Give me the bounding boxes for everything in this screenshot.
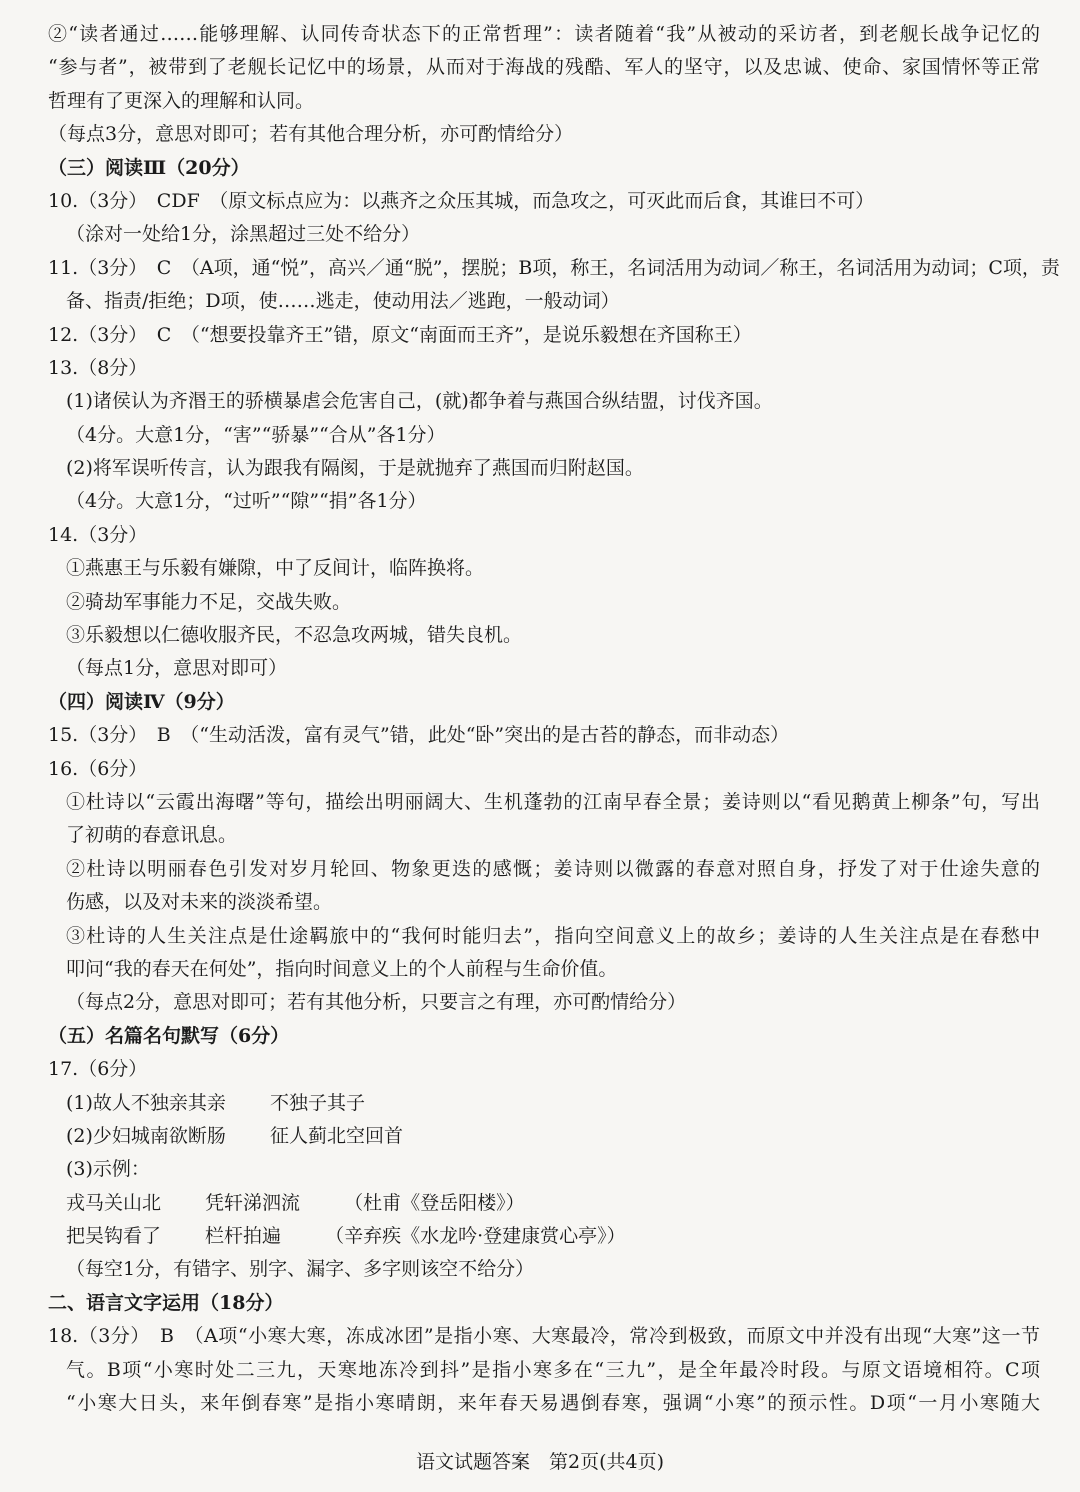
answer-line: (2)少妇城南欲断肠 征人蓟北空回首	[66, 1124, 403, 1147]
answer-line: （每点2分，意思对即可；若有其他分析，只要言之有理，亦可酌情给分）	[66, 991, 687, 1014]
answer-line: 18.（3分） B （A项“小寒大寒，冻成冰团”是指小寒、大寒最冷，常冷到极致，而原文中并没有出现“大寒”这一节	[48, 1325, 1040, 1348]
answer-line: 哲理有了更深入的理解和认同。	[48, 89, 315, 112]
answer-line: ①杜诗以“云霞出海曙”等句，描绘出明丽阔大、生机蓬勃的江南早春全景；姜诗则以“看见鹅黄上柳条”句，写出	[66, 790, 1040, 813]
answer-line: 叩问“我的春天在何处”，指向时间意义上的个人前程与生命价值。	[66, 957, 618, 980]
answer-line: 备、指责/拒绝；D项，使……逃走，使动用法／逃跑，一般动词）	[66, 290, 620, 313]
answer-line: ③杜诗的人生关注点是仕途羁旅中的“我何时能归去”，指向空间意义上的故乡；姜诗的人生关注点是在春愁中	[66, 924, 1040, 947]
section-heading: （五）名篇名句默写（6分）	[48, 1024, 290, 1047]
answer-line: 伤感，以及对未来的淡淡希望。	[66, 891, 333, 914]
answer-line: “参与者”，被带到了老舰长记忆中的场景，从而对于海战的残酷、军人的坚守，以及忠诚、使命、家国情怀等正常	[48, 56, 1040, 79]
page-footer: 语文试题答案 第2页(共4页)	[415, 1451, 664, 1473]
section-heading: （三）阅读Ⅲ（20分）	[48, 156, 250, 179]
answer-line: 戎马关山北 凭轩涕泗流 （杜甫《登岳阳楼》）	[66, 1191, 525, 1214]
answer-line: (3)示例：	[66, 1158, 150, 1181]
answer-line: 气。B项“小寒时处二三九，天寒地冻冷到抖”是指小寒多在“三九”，是全年最冷时段。与原文语境相符。C项	[66, 1358, 1040, 1381]
answer-line: 了初萌的春意讯息。	[66, 824, 238, 847]
section-heading: 二、语言文字运用（18分）	[48, 1291, 284, 1314]
answer-line: 14.（3分）	[48, 523, 148, 546]
answer-line: （4分。大意1分，“过听”“隙”“捐”各1分）	[66, 490, 427, 513]
answer-line: 11.（3分） C （A项，通“悦”，高兴／通“脱”，摆脱；B项，称王，名词活用为动词／称王，名词活用为动词；C项，责	[48, 256, 1060, 279]
answer-line: 12.（3分） C （“想要投靠齐王”错，原文“南面而王齐”，是说乐毅想在齐国称王）	[48, 323, 752, 346]
answer-line: ②骑劫军事能力不足，交战失败。	[66, 590, 352, 613]
answer-line: “小寒大日头，来年倒春寒”是指小寒晴朗，来年春天易遇倒春寒，强调“小寒”的预示性。D项“一月小寒随大	[66, 1392, 1040, 1415]
answer-content	[0, 18, 1080, 1420]
answer-line: 把吴钩看了 栏杆拍遍 （辛弃疾《水龙吟·登建康赏心亭》）	[66, 1225, 626, 1248]
answer-line: 10.（3分） CDF （原文标点应为：以燕齐之众压其城，而急攻之，可灭此而后食，其谁曰不可）	[48, 189, 875, 212]
answer-line: 13.（8分）	[48, 356, 148, 379]
answer-line: ②“读者通过……能够理解、认同传奇状态下的正常哲理”：读者随着“我”从被动的采访者，到老舰长战争记忆的	[48, 23, 1040, 45]
answer-line: ①燕惠王与乐毅有嫌隙，中了反间计，临阵换将。	[66, 557, 485, 580]
answer-line: ②杜诗以明丽春色引发对岁月轮回、物象更迭的感慨；姜诗则以微露的春意对照自身，抒发了对于仕途失意的	[66, 857, 1040, 880]
answer-line: （每点3分，意思对即可；若有其他合理分析，亦可酌情给分）	[48, 123, 574, 146]
section-heading: （四）阅读Ⅳ（9分）	[48, 690, 235, 713]
answer-line: (1)故人不独亲其亲 不独子其子	[66, 1091, 365, 1114]
answer-line: （4分。大意1分，“害”“骄暴”“合从”各1分）	[66, 423, 446, 446]
answer-line: （每点1分，意思对即可）	[66, 657, 288, 680]
answer-line: 16.（6分）	[48, 757, 148, 780]
answer-line: 17.（6分）	[48, 1058, 148, 1081]
answer-line: (1)诸侯认为齐湣王的骄横暴虐会危害自己，(就)都争着与燕国合纵结盟，讨伐齐国。	[66, 390, 773, 413]
answer-line: ③乐毅想以仁德收服齐民，不忍急攻两城，错失良机。	[66, 624, 523, 647]
answer-line: （涂对一处给1分，涂黑超过三处不给分）	[66, 223, 421, 246]
answer-line: (2)将军误听传言，认为跟我有隔阂，于是就抛弃了燕国而归附赵国。	[66, 457, 644, 480]
answer-line: （每空1分，有错字、别字、漏字、多字则该空不给分）	[66, 1258, 535, 1281]
answer-line: 15.（3分） B （“生动活泼，富有灵气”错，此处“卧”突出的是古苔的静态，而非动态）	[48, 724, 790, 747]
